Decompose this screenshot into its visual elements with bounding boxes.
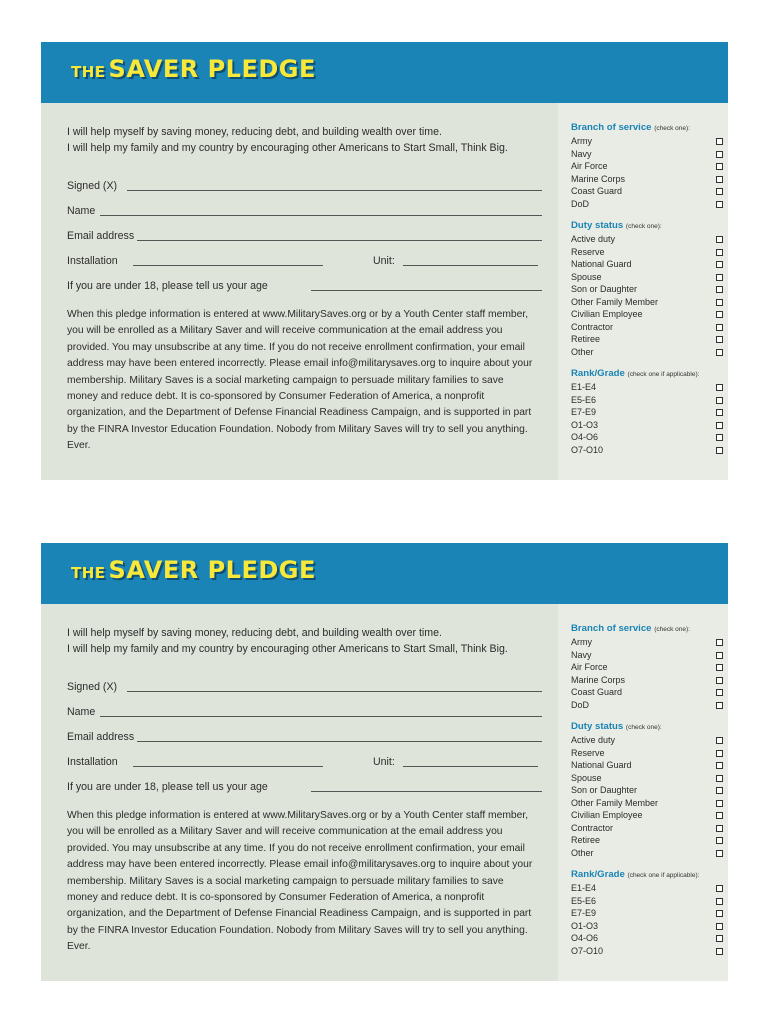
duty-option[interactable] xyxy=(571,809,723,822)
duty-heading xyxy=(571,220,662,231)
checkbox-icon[interactable] xyxy=(716,923,723,930)
branch-option[interactable] xyxy=(571,160,723,173)
branch-heading xyxy=(571,122,690,133)
duty-option-label: Retiree xyxy=(571,334,601,344)
checkbox-icon[interactable] xyxy=(716,677,723,684)
duty-option-label: Reserve xyxy=(571,246,605,257)
name-line[interactable] xyxy=(100,215,542,216)
signed-line[interactable] xyxy=(127,691,542,692)
unit-label: Unit: xyxy=(373,255,395,267)
checkbox-icon[interactable] xyxy=(716,138,723,145)
duty-option[interactable] xyxy=(571,308,723,321)
duty-option[interactable] xyxy=(571,258,723,271)
intro-line-1: I will help myself by saving money, reducing debt, and building wealth over time. xyxy=(67,126,442,138)
checkbox-icon[interactable] xyxy=(716,274,723,281)
branch-heading-text: Branch of service xyxy=(571,623,652,634)
branch-heading xyxy=(571,623,690,634)
rank-option-label: E5-E6 xyxy=(571,895,597,906)
duty-note: (check one): xyxy=(625,223,662,230)
signed-field[interactable] xyxy=(67,679,542,693)
pledge-paragraph: When this pledge information is entered at www.MilitarySaves.org or by a Youth Center staff member, you will be enrolled as a Military Saver and will receive communication at the email address you provided. You may unsubscribe at any time. If you do not receive enrollment confirmation, your email address may have been entered incorrectly. Please email info@militarysaves.org to inquire about your membership. Military Saves is a social marketing campaign to persuade military families to save money and reduce debt. It is co-sponsored by Consumer Federation of America, a nonprofit organization, and the Department of Defense Financial Readiness Campaign, and is supported in part by the FINRA Investor Education Foundation. Nobody from Military Saves will try to sell you anything. Ever. xyxy=(67,810,533,953)
rank-option-label: E7-E9 xyxy=(571,908,597,918)
duty-option-label: Other Family Member xyxy=(571,797,659,808)
checkbox-icon[interactable] xyxy=(716,689,723,696)
duty-option-label: Other Family Member xyxy=(571,296,659,307)
checkbox-icon[interactable] xyxy=(716,935,723,942)
rank-option-label: O1-O3 xyxy=(571,419,599,430)
duty-option-label: Son or Daughter xyxy=(571,785,638,795)
branch-option-label: DoD xyxy=(571,699,590,710)
checkbox-icon[interactable] xyxy=(716,409,723,416)
branch-option-label: Marine Corps xyxy=(571,173,626,184)
installation-label: Installation xyxy=(67,756,118,768)
checkbox-icon[interactable] xyxy=(716,737,723,744)
duty-option-label: Civilian Employee xyxy=(571,309,643,319)
branch-option-label: Air Force xyxy=(571,662,608,672)
branch-heading-text: Branch of service xyxy=(571,122,652,133)
duty-option-label: Active duty xyxy=(571,735,616,745)
branch-option[interactable] xyxy=(571,198,723,211)
age-label: If you are under 18, please tell us your age xyxy=(67,781,268,793)
rank-note: (check one if applicable): xyxy=(627,371,700,378)
duty-option-label: Spouse xyxy=(571,271,602,282)
checkbox-icon[interactable] xyxy=(716,948,723,955)
rank-option-label: E1-E4 xyxy=(571,382,597,392)
duty-option-label: National Guard xyxy=(571,760,632,770)
checkbox-icon[interactable] xyxy=(716,910,723,917)
checkbox-icon[interactable] xyxy=(716,639,723,646)
duty-heading-text: Duty status xyxy=(571,220,624,231)
rank-option-label: O4-O6 xyxy=(571,933,599,943)
rank-heading xyxy=(571,368,699,379)
checkbox-icon[interactable] xyxy=(716,349,723,356)
rank-option[interactable] xyxy=(571,419,723,432)
checkbox-icon[interactable] xyxy=(716,299,723,306)
unit-line[interactable] xyxy=(403,766,538,767)
intro-line-2: I will help my family and my country by encouraging other Americans to Start Small, Think Big. xyxy=(67,142,508,155)
age-field[interactable] xyxy=(67,278,542,292)
duty-option-label: Active duty xyxy=(571,234,616,244)
checkbox-icon[interactable] xyxy=(716,898,723,905)
checkbox-icon[interactable] xyxy=(716,236,723,243)
duty-option[interactable] xyxy=(571,333,723,346)
checkbox-icon[interactable] xyxy=(716,664,723,671)
checkbox-icon[interactable] xyxy=(716,702,723,709)
checkbox-icon[interactable] xyxy=(716,787,723,794)
pledge-title xyxy=(71,55,316,83)
checkbox-icon[interactable] xyxy=(716,286,723,293)
checkbox-icon[interactable] xyxy=(716,447,723,454)
rank-note: (check one if applicable): xyxy=(627,872,700,879)
email-field[interactable] xyxy=(67,228,542,242)
duty-option-label: National Guard xyxy=(571,259,632,269)
duty-option[interactable] xyxy=(571,784,723,797)
branch-option[interactable] xyxy=(571,686,723,699)
pledge-title xyxy=(71,556,316,584)
checkbox-icon[interactable] xyxy=(716,812,723,819)
branch-option-label: Air Force xyxy=(571,161,608,171)
duty-option[interactable] xyxy=(571,759,723,772)
duty-option-label: Reserve xyxy=(571,747,605,758)
branch-option[interactable] xyxy=(571,699,723,712)
email-line[interactable] xyxy=(137,240,542,241)
rank-option-label: O7-O10 xyxy=(571,945,604,956)
rank-heading-text: Rank/Grade xyxy=(571,368,625,379)
duty-option-label: Civilian Employee xyxy=(571,810,643,820)
rank-option[interactable] xyxy=(571,444,723,457)
name-field[interactable] xyxy=(67,704,542,718)
branch-note: (check one): xyxy=(654,626,690,633)
installation-field[interactable] xyxy=(67,754,542,768)
title-main: SAVER PLEDGE xyxy=(108,55,316,83)
rank-option[interactable] xyxy=(571,381,723,394)
branch-option-label: Army xyxy=(571,136,592,146)
rank-option-label: O1-O3 xyxy=(571,920,599,931)
duty-heading xyxy=(571,721,662,732)
checkbox-icon[interactable] xyxy=(716,311,723,318)
signed-field[interactable] xyxy=(67,178,542,192)
name-field[interactable] xyxy=(67,203,542,217)
duty-option-label: Retiree xyxy=(571,835,601,845)
name-label: Name xyxy=(67,706,96,718)
checkbox-icon[interactable] xyxy=(716,434,723,441)
branch-option[interactable] xyxy=(571,674,723,687)
rank-option-label: E1-E4 xyxy=(571,883,597,893)
pledge-paragraph: When this pledge information is entered at www.MilitarySaves.org or by a Youth Center staff member, you will be enrolled as a Military Saver and will receive communication at the email address you provided. You may unsubscribe at any time. If you do not receive enrollment confirmation, your email address may have been entered incorrectly. Please email info@militarysaves.org to inquire about your membership. Military Saves is a social marketing campaign to persuade military families to save money and reduce debt. It is co-sponsored by Consumer Federation of America, a nonprofit organization, and the Department of Defense Financial Readiness Campaign, and is supported in part by the FINRA Investor Education Foundation. Nobody from Military Saves will try to sell you anything. Ever. xyxy=(67,309,533,452)
duty-option[interactable] xyxy=(571,734,723,747)
branch-option-label: DoD xyxy=(571,198,590,209)
branch-option[interactable] xyxy=(571,135,723,148)
branch-option[interactable] xyxy=(571,649,723,662)
branch-option-label: Marine Corps xyxy=(571,674,626,685)
branch-option-label: Navy xyxy=(571,649,592,660)
branch-option[interactable] xyxy=(571,661,723,674)
branch-option[interactable] xyxy=(571,636,723,649)
installation-line[interactable] xyxy=(133,766,323,767)
duty-note: (check one): xyxy=(625,724,662,731)
checkbox-icon[interactable] xyxy=(716,750,723,757)
email-field[interactable] xyxy=(67,729,542,743)
unit-line[interactable] xyxy=(403,265,538,266)
rank-option[interactable] xyxy=(571,932,723,945)
branch-option[interactable] xyxy=(571,185,723,198)
installation-field[interactable] xyxy=(67,253,542,267)
checkbox-icon[interactable] xyxy=(716,188,723,195)
duty-option[interactable] xyxy=(571,283,723,296)
age-line[interactable] xyxy=(311,791,542,792)
branch-option-label: Army xyxy=(571,637,592,647)
branch-note: (check one): xyxy=(654,125,690,132)
checkbox-icon[interactable] xyxy=(716,762,723,769)
rank-option[interactable] xyxy=(571,882,723,895)
rank-option[interactable] xyxy=(571,945,723,958)
rank-option[interactable] xyxy=(571,431,723,444)
checkbox-icon[interactable] xyxy=(716,261,723,268)
pledge-card xyxy=(41,543,728,981)
name-line[interactable] xyxy=(100,716,542,717)
header-band xyxy=(41,543,728,604)
branch-option-label: Coast Guard xyxy=(571,687,623,697)
duty-option[interactable] xyxy=(571,233,723,246)
duty-option[interactable] xyxy=(571,271,723,284)
duty-option[interactable] xyxy=(571,847,723,860)
title-prefix: THE xyxy=(71,564,106,582)
duty-option[interactable] xyxy=(571,346,723,359)
rank-option[interactable] xyxy=(571,907,723,920)
checkbox-icon[interactable] xyxy=(716,163,723,170)
checkbox-icon[interactable] xyxy=(716,201,723,208)
branch-option[interactable] xyxy=(571,173,723,186)
title-prefix: THE xyxy=(71,63,106,81)
intro-line-1: I will help myself by saving money, reducing debt, and building wealth over time. xyxy=(67,627,442,639)
pledge-intro xyxy=(67,625,537,658)
rank-option-label: E7-E9 xyxy=(571,407,597,417)
checkbox-icon[interactable] xyxy=(716,336,723,343)
checkbox-icon[interactable] xyxy=(716,397,723,404)
checkbox-icon[interactable] xyxy=(716,652,723,659)
duty-option-label: Contractor xyxy=(571,822,614,833)
rank-option-label: O4-O6 xyxy=(571,432,599,442)
duty-option[interactable] xyxy=(571,797,723,810)
age-field[interactable] xyxy=(67,779,542,793)
duty-option-label: Other xyxy=(571,346,594,357)
email-line[interactable] xyxy=(137,741,542,742)
intro-line-2: I will help my family and my country by encouraging other Americans to Start Small, Think Big. xyxy=(67,643,508,656)
checkbox-icon[interactable] xyxy=(716,422,723,429)
branch-option[interactable] xyxy=(571,148,723,161)
duty-option[interactable] xyxy=(571,747,723,760)
branch-option-label: Navy xyxy=(571,148,592,159)
duty-option-label: Contractor xyxy=(571,321,614,332)
duty-option[interactable] xyxy=(571,772,723,785)
pledge-intro xyxy=(67,124,537,157)
name-label: Name xyxy=(67,205,96,217)
installation-line[interactable] xyxy=(133,265,323,266)
pledge-card xyxy=(41,42,728,480)
rank-option-label: O7-O10 xyxy=(571,444,604,455)
checkbox-icon[interactable] xyxy=(716,885,723,892)
rank-option[interactable] xyxy=(571,920,723,933)
checkbox-icon[interactable] xyxy=(716,775,723,782)
duty-heading-text: Duty status xyxy=(571,721,624,732)
unit-label: Unit: xyxy=(373,756,395,768)
rank-option-label: E5-E6 xyxy=(571,394,597,405)
checkbox-icon[interactable] xyxy=(716,837,723,844)
duty-option-label: Spouse xyxy=(571,772,602,783)
duty-option[interactable] xyxy=(571,834,723,847)
rank-option[interactable] xyxy=(571,406,723,419)
duty-option[interactable] xyxy=(571,822,723,835)
age-label: If you are under 18, please tell us your age xyxy=(67,280,268,292)
checkbox-icon[interactable] xyxy=(716,384,723,391)
duty-option-label: Other xyxy=(571,847,594,858)
age-line[interactable] xyxy=(311,290,542,291)
duty-option[interactable] xyxy=(571,246,723,259)
duty-option[interactable] xyxy=(571,296,723,309)
checkbox-icon[interactable] xyxy=(716,800,723,807)
signed-label: Signed (X) xyxy=(67,180,118,192)
checkbox-icon[interactable] xyxy=(716,249,723,256)
signed-label: Signed (X) xyxy=(67,681,118,693)
rank-heading-text: Rank/Grade xyxy=(571,869,625,880)
email-label: Email address xyxy=(67,230,135,242)
checkbox-icon[interactable] xyxy=(716,825,723,832)
rank-option[interactable] xyxy=(571,895,723,908)
email-label: Email address xyxy=(67,731,135,743)
title-main: SAVER PLEDGE xyxy=(108,556,316,584)
rank-option[interactable] xyxy=(571,394,723,407)
header-band xyxy=(41,42,728,103)
signed-line[interactable] xyxy=(127,190,542,191)
checkbox-icon[interactable] xyxy=(716,850,723,857)
checkbox-icon[interactable] xyxy=(716,151,723,158)
duty-option-label: Son or Daughter xyxy=(571,284,638,294)
checkbox-icon[interactable] xyxy=(716,324,723,331)
duty-option[interactable] xyxy=(571,321,723,334)
installation-label: Installation xyxy=(67,255,118,267)
rank-heading xyxy=(571,869,699,880)
branch-option-label: Coast Guard xyxy=(571,186,623,196)
checkbox-icon[interactable] xyxy=(716,176,723,183)
